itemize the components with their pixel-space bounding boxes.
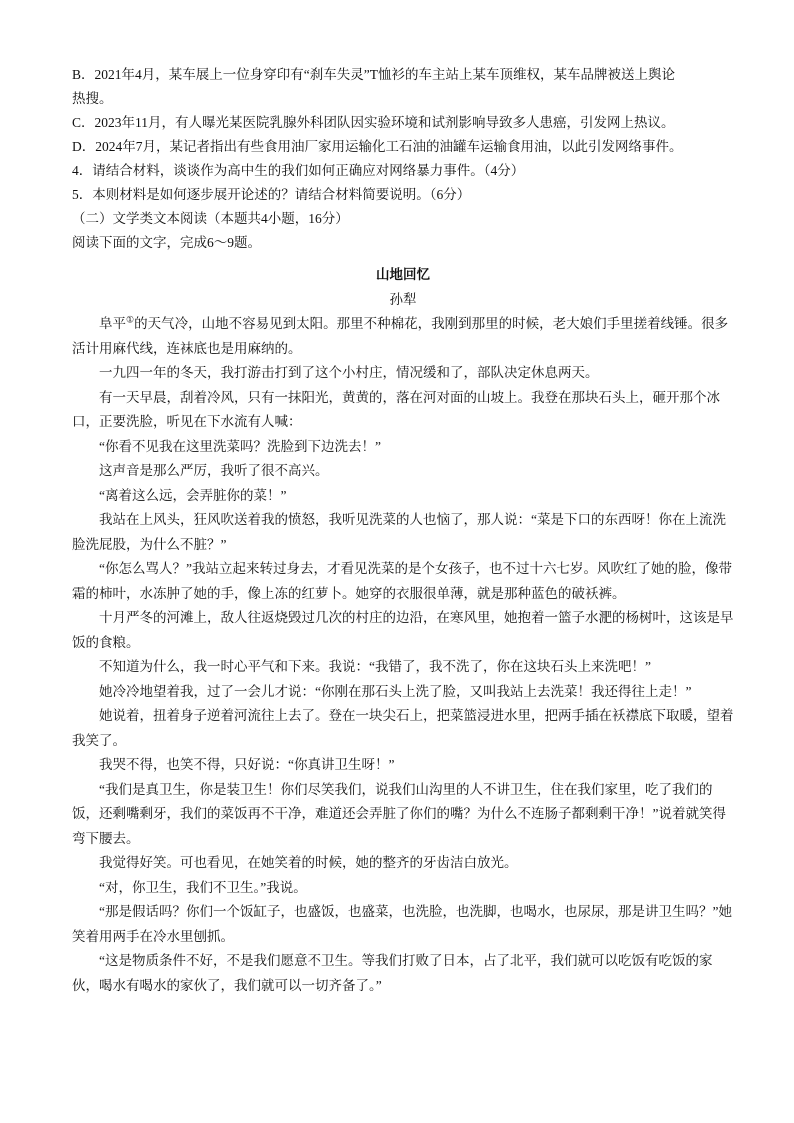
- story-title: 山地回忆: [376, 267, 430, 282]
- story-paragraph: 这声音是那么严厉，我听了很不高兴。: [99, 463, 329, 478]
- question-block: [72, 63, 734, 255]
- story-paragraph: 她说着，扭着身子逆着河流往上去了。登在一块尖石上，把菜篮浸进水里，把两手插在袄襟底下取暖，望着我笑了。: [72, 708, 734, 748]
- story-paragraph: “你看不见我在这里洗菜吗？洗脸到下边洗去！”: [99, 438, 381, 454]
- story-paragraph: “这是物质条件不好，不是我们愿意不卫生。等我们打败了日本，占了北平，我们就可以吃饭有吃饭的家伙，喝水有喝水的家伙了，我们就可以一切齐备了。”: [72, 953, 713, 993]
- story-paragraph: 她冷冷地望着我，过了一会儿才说：“你刚在那石头上洗了脸，又叫我站上去洗菜！我还得往上走！”: [99, 683, 692, 699]
- story-paragraph: 有一天早晨，刮着冷风，只有一抹阳光，黄黄的，落在河对面的山坡上。我登在那块石头上，砸开那个冰口，正要洗脸，听见在下水流有人喊：: [72, 389, 720, 429]
- story-paragraph: “离着这么远，会弄脏你的菜！”: [99, 487, 287, 503]
- story-paragraph: [72, 312, 734, 361]
- reading-instruction: 阅读下面的文字，完成6～9题。: [72, 235, 261, 250]
- footnote-marker: ①: [126, 314, 135, 325]
- story-paragraph: 一九四一年的冬天，我打游击打到了这个小村庄，情况缓和了，部队决定休息两天。: [99, 365, 599, 380]
- story-paragraph: 我站在上风头，狂风吹送着我的愤怒，我听见洗菜的人也恼了，那人说：“菜是下口的东西呀！你在上流洗脸洗屁股，为什么不脏？”: [72, 512, 726, 552]
- option-c: C．2023年11月，有人曝光某医院乳腺外科团队因实验环境和试剂影响导致多人患癌，引发网上热议。: [72, 115, 675, 130]
- question-5: 5．本则材料是如何逐步展开论述的？请结合材料简要说明。（6分）: [72, 187, 471, 202]
- option-d: D．2024年7月，某记者指出有些食用油厂家用运输化工石油的油罐车运输食用油，以此引发网络事件。: [72, 139, 683, 154]
- story-paragraph: “那是假话吗？你们一个饭缸子，也盛饭，也盛菜，也洗脸，也洗脚，也喝水，也尿尿，那是讲卫生吗？”她笑着用两手在冷水里刨抓。: [72, 904, 732, 944]
- story-paragraph: “我们是真卫生，你是装卫生！你们尽笑我们，说我们山沟里的人不讲卫生，住在我们家里，吃了我们的饭，还剩嘴剩牙，我们的菜饭再不干净，难道还会弄脏了你们的嘴？为什么不连肠子都剩剩干净！”说着就笑得弯下腰去。: [72, 781, 726, 846]
- section-heading: （二）文学类文本阅读（本题共4小题，16分）: [72, 211, 349, 226]
- question-4: 4．请结合材料，谈谈作为高中生的我们如何正确应对网络暴力事件。（4分）: [72, 163, 525, 178]
- story-paragraph: 不知道为什么，我一时心平气和下来。我说：“我错了，我不洗了，你在这块石头上来洗吧！”: [99, 659, 651, 674]
- option-b-line1: B．2021年4月，某车展上一位身穿印有“刹车失灵”T恤衫的车主站上某车顶维权，某车品牌被送上舆论: [72, 67, 675, 82]
- story-paragraph: 十月严冬的河滩上，敌人往返烧毁过几次的村庄的边沿，在寒风里，她抱着一篮子水淝的杨树叶，这该是早饭的食粮。: [72, 610, 734, 650]
- story-paragraph: 我哭不得，也笑不得，只好说：“你真讲卫生呀！”: [99, 757, 395, 772]
- story-paragraph: 我觉得好笑。可也看见，在她笑着的时候，她的整齐的牙齿洁白放光。: [99, 855, 518, 870]
- option-b-line2: 热搜。: [72, 91, 113, 106]
- paragraph-text: 的天气冷，山地不容易见到太阳。那里不种棉花，我刚到那里的时候，老大娘们手里搓着线锤。很多活计用麻代线，连袜底也是用麻纳的。: [72, 316, 729, 356]
- story-paragraph: “你怎么骂人？”我站立起来转过身去，才看见洗菜的是个女孩子，也不过十六七岁。风吹红了她的脸，像带霜的柿叶，水冻肿了她的手，像上冻的红萝卜。她穿的衣服很单薄，就是那种蓝色的破袄裤。: [72, 561, 732, 601]
- place-name: 阜平: [99, 316, 126, 331]
- story-author: 孙犁: [389, 291, 417, 307]
- story-text: [72, 263, 734, 998]
- story-paragraph: “对，你卫生，我们不卫生。”我说。: [99, 879, 307, 895]
